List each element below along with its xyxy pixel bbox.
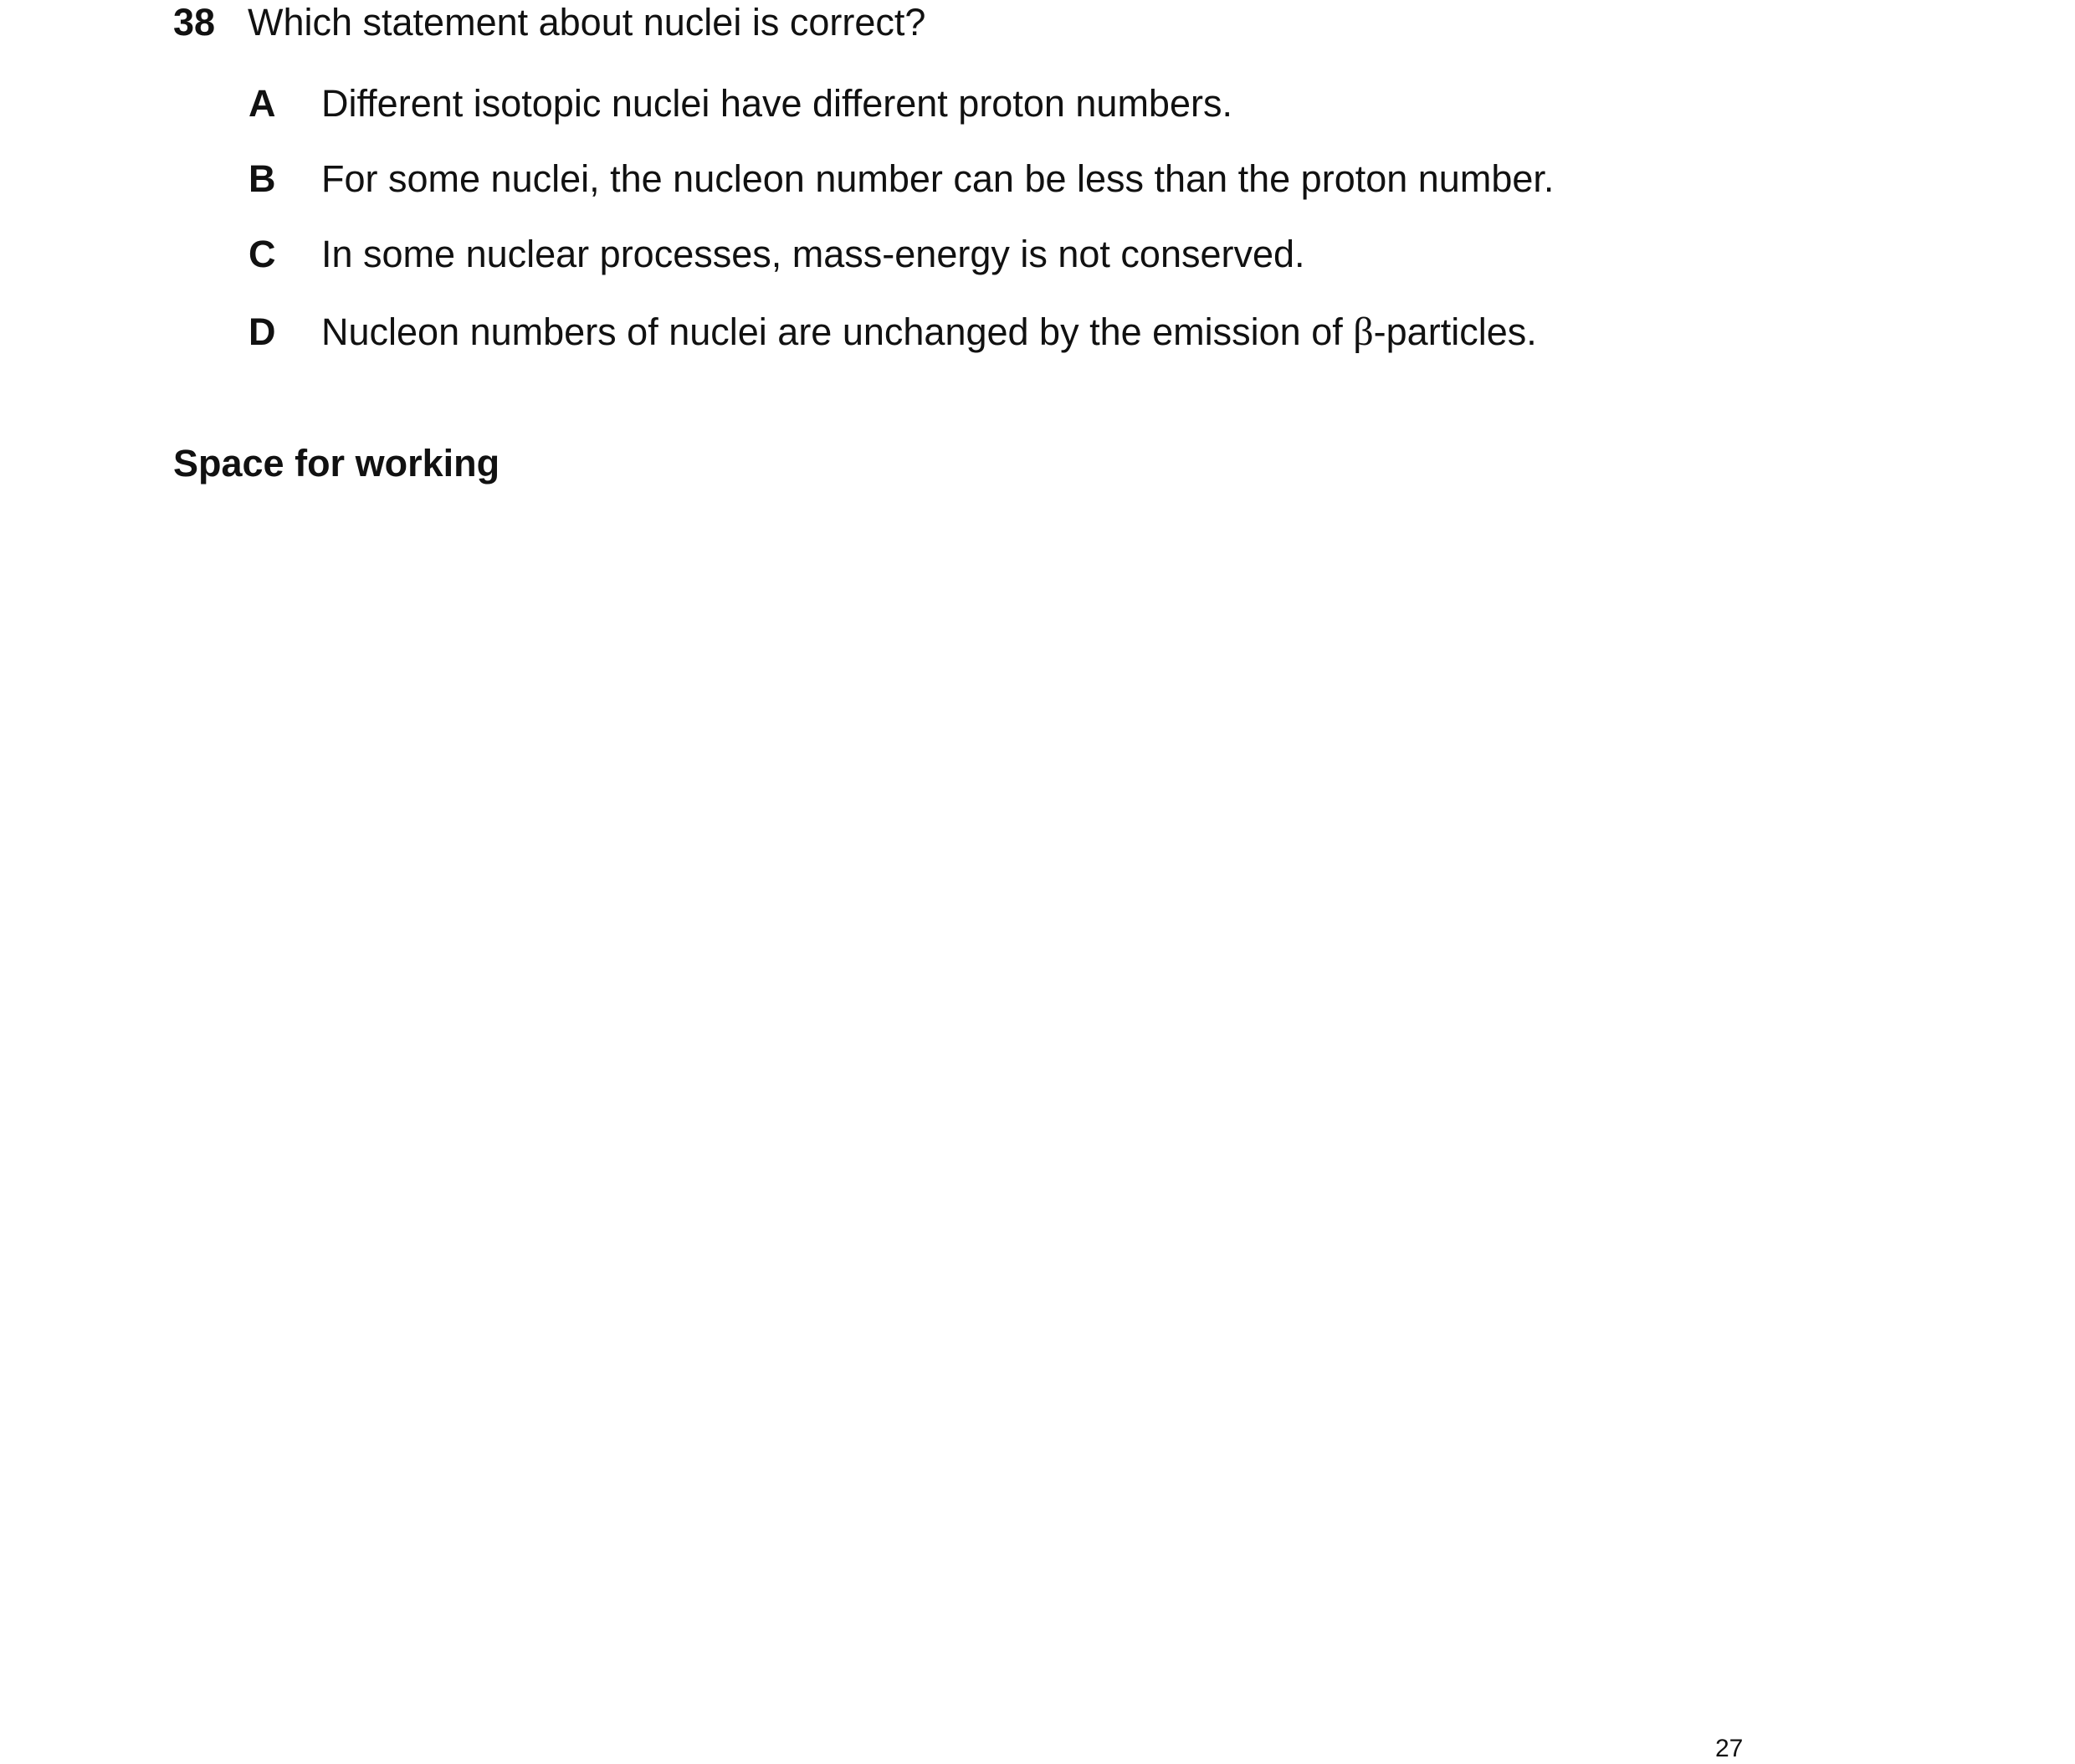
- question-stem: Which statement about nuclei is correct?: [248, 1, 926, 44]
- option-text-a: Different isotopic nuclei have different proton numbers.: [321, 82, 1232, 125]
- option-letter-a: A: [248, 82, 276, 125]
- option-text-d: [321, 310, 1537, 355]
- option-text-b: For some nuclei, the nucleon number can be less than the proton number.: [321, 157, 1555, 200]
- option-letter-d: D: [248, 310, 276, 353]
- option-text-c: In some nuclear processes, mass-energy is not conserved.: [321, 233, 1305, 275]
- option-text-d-before: Nucleon numbers of nuclei are unchanged by the emission of: [321, 310, 1354, 353]
- question-number: 38: [173, 1, 216, 44]
- option-letter-c: C: [248, 233, 276, 275]
- option-letter-b: B: [248, 157, 276, 200]
- option-text-d-after: -particles.: [1373, 310, 1537, 353]
- beta-symbol: β: [1353, 310, 1374, 354]
- page-number: 27: [1715, 1735, 1744, 1762]
- working-space-heading: Space for working: [173, 442, 500, 485]
